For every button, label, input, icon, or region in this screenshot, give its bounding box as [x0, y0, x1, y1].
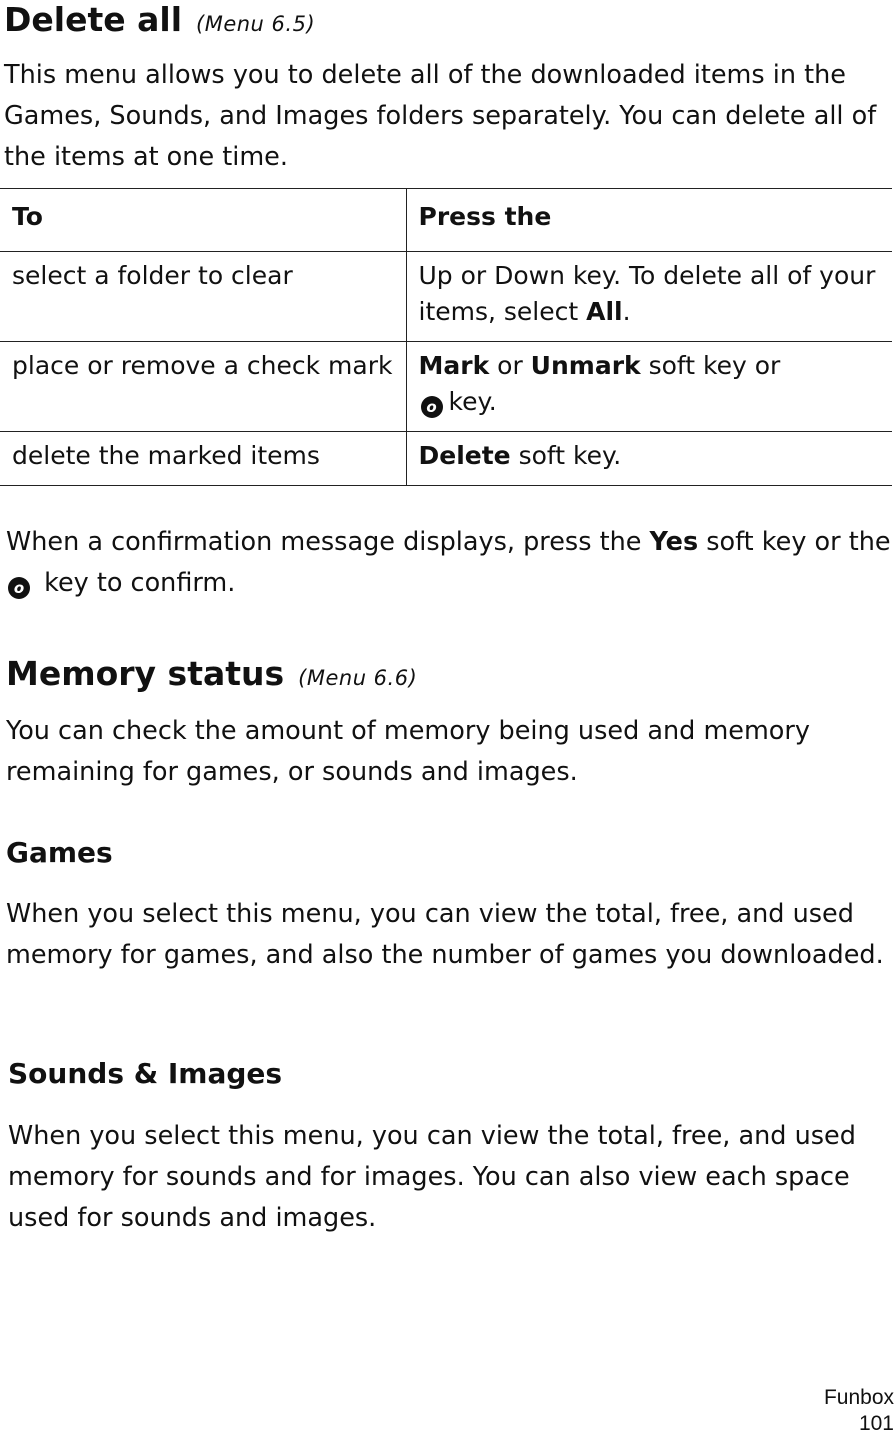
table-cell-to: place or remove a check mark — [0, 342, 406, 432]
games-heading: Games — [6, 836, 113, 869]
memory-status-title: Memory status — [6, 654, 285, 693]
ok-key-icon: o — [421, 396, 443, 418]
cell-text: soft key or — [640, 351, 781, 380]
cell-text: or — [489, 351, 531, 380]
confirm-text: When a confirmation message displays, press the — [6, 527, 650, 557]
memory-status-heading — [6, 654, 417, 698]
sounds-images-body: When you select this menu, you can view the total, free, and used memory for sounds and for images. You can also view each space used for sounds and images. — [8, 1121, 856, 1233]
table-row — [0, 252, 892, 342]
delete-all-key-table — [0, 188, 892, 486]
delete-all-heading — [4, 0, 315, 44]
table-cell-press — [406, 252, 892, 342]
memory-status-intro: You can check the amount of memory being used and memory remaining for games, or sounds and images. — [6, 716, 810, 787]
cell-bold-text: Delete — [418, 441, 511, 470]
yes-key-label: Yes — [649, 527, 699, 557]
table-cell-press — [406, 432, 892, 486]
delete-all-menu-ref: (Menu 6.5) — [196, 12, 316, 36]
cell-bold-text: All — [586, 297, 623, 326]
memory-status-menu-ref: (Menu 6.6) — [298, 666, 418, 690]
confirm-text: soft key or the — [698, 527, 891, 557]
cell-text: Up or Down key. To delete all of your items, select — [418, 261, 876, 326]
ok-key-icon: o — [8, 577, 30, 599]
sounds-images-heading: Sounds & Images — [8, 1057, 283, 1090]
cell-text: key. — [448, 387, 497, 416]
confirm-paragraph — [6, 522, 892, 604]
table-header-row — [0, 189, 892, 252]
confirm-text: key to confirm. — [36, 568, 236, 598]
table-cell-to: select a folder to clear — [0, 252, 406, 342]
table-cell-press — [406, 342, 892, 432]
table-cell-to: delete the marked items — [0, 432, 406, 486]
footer-page-number: 101 — [858, 1412, 894, 1435]
column-header-to: To — [0, 189, 406, 252]
table-row — [0, 342, 892, 432]
column-header-press: Press the — [406, 189, 892, 252]
table-row — [0, 432, 892, 486]
cell-text: soft key. — [510, 441, 622, 470]
delete-all-title: Delete all — [4, 0, 183, 39]
page-footer — [824, 1385, 894, 1437]
footer-section-name: Funbox — [823, 1386, 894, 1409]
games-body: When you select this menu, you can view the total, free, and used memory for games, and also the number of games you downloaded. — [6, 899, 884, 970]
delete-all-intro: This menu allows you to delete all of the downloaded items in the Games, Sounds, and Images folders separately. You can delete all of the items at one time. — [4, 60, 877, 172]
cell-bold-text: Mark — [418, 351, 490, 380]
cell-text: . — [622, 297, 631, 326]
cell-bold-text: Unmark — [530, 351, 641, 380]
